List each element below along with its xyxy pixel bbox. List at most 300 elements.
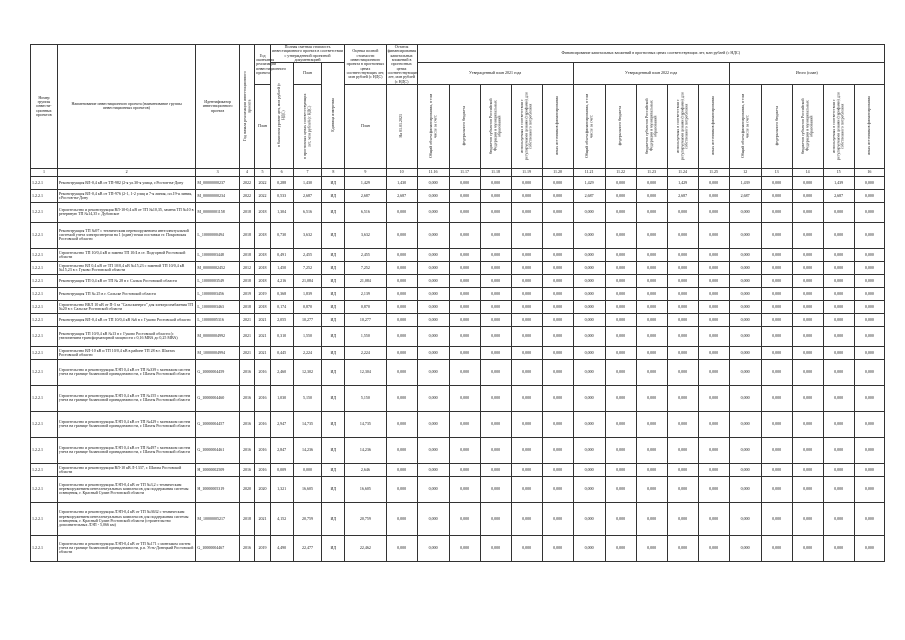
row-financing-value: 0,000: [823, 476, 854, 502]
row-cost-forecast: 22,477: [293, 535, 322, 561]
row-name: Строительство и реконструкция ЛЭП 0,4 кВ от ТП №429 с монтажом систем учета на границе балансовой принадлежности, г. Шахты Ростовской области: [57, 411, 196, 437]
row-financing-value: 0,000: [511, 502, 542, 535]
row-year-start: 2018: [239, 274, 255, 287]
row-financing-value: 0,000: [667, 463, 698, 476]
row-financing-value: 0,000: [573, 411, 605, 437]
row-financing-value: 0,000: [823, 274, 854, 287]
row-financing-value: 0,000: [480, 248, 511, 261]
row-number: 1.2.2.1: [31, 346, 58, 359]
row-financing-value: 0,000: [605, 274, 636, 287]
row-financing-value: 0,000: [823, 463, 854, 476]
column-number: 3: [196, 168, 239, 176]
row-financing-value: 0,000: [605, 346, 636, 359]
row-cost-base: 0,533: [270, 189, 293, 202]
row-financing-value: 0,000: [761, 346, 792, 359]
row-financing-value: 0,000: [761, 411, 792, 437]
row-remainder: 2,687: [386, 189, 417, 202]
row-financing-value: 0,000: [449, 437, 480, 463]
row-financing-value: 0,000: [573, 463, 605, 476]
row-cost-forecast: 16,605: [293, 476, 322, 502]
row-financing-value: 0,000: [761, 261, 792, 274]
row-financing-value: 0,000: [854, 385, 884, 411]
row-name: Строительство ВЛ 0,4 кВ от ТП 10/0,4 кВ №15,23 с заменой ТП 10/0,4 кВ №15,23 в г. Гуково Ростовской области: [57, 261, 196, 274]
row-cost-base: 2,947: [270, 411, 293, 437]
row-cost-forecast: 0,870: [293, 300, 322, 313]
row-year-start: 2021: [239, 326, 255, 346]
table-row: [31, 326, 885, 346]
row-financing-value: 0,000: [449, 326, 480, 346]
table-row: [31, 385, 885, 411]
row-financing-value: 0,000: [792, 287, 823, 300]
row-unit: ИД: [322, 248, 345, 261]
row-financing-value: 0,000: [605, 476, 636, 502]
row-financing-value: 0,000: [698, 346, 729, 359]
row-identifier: М_00000002452: [196, 261, 239, 274]
row-estimate: 0,870: [345, 300, 386, 313]
table-row: [31, 359, 885, 385]
row-financing-value: 0,000: [823, 437, 854, 463]
row-financing-value: 0,000: [792, 476, 823, 502]
row-year-start: 2016: [239, 411, 255, 437]
header-ident: Идентификатор инвестиционного проекта: [196, 45, 239, 169]
row-financing-value: 0,000: [667, 326, 698, 346]
column-number: 6: [270, 168, 293, 176]
row-cost-forecast: 1,430: [293, 176, 322, 189]
row-financing-value: 0,000: [542, 261, 573, 274]
row-unit: ИД: [322, 176, 345, 189]
row-financing-value: 0,000: [636, 476, 667, 502]
row-financing-value: 0,000: [854, 202, 884, 222]
row-number: 1.2.2.1: [31, 176, 58, 189]
row-cost-forecast: 5,150: [293, 385, 322, 411]
table-row: [31, 535, 885, 561]
row-year-end: 2022: [255, 176, 271, 189]
header-cost-plan: План: [293, 63, 322, 85]
row-unit: ИД: [322, 385, 345, 411]
row-year-start: 2016: [239, 385, 255, 411]
row-estimate: 3,632: [345, 222, 386, 248]
row-cost-base: 0,174: [270, 300, 293, 313]
table-row: [31, 261, 885, 274]
row-year-start: 2018: [239, 502, 255, 535]
row-financing-value: 0,000: [823, 502, 854, 535]
header-est-plan: План: [345, 84, 386, 168]
row-cost-base: 0,368: [270, 287, 293, 300]
row-financing-value: 0,000: [542, 502, 573, 535]
row-financing-value: 2,687: [667, 189, 698, 202]
row-financing-value: 0,000: [698, 261, 729, 274]
row-financing-value: 0,000: [823, 411, 854, 437]
row-unit: ИД: [322, 502, 345, 535]
row-unit: ИД: [322, 326, 345, 346]
row-financing-value: 0,000: [605, 385, 636, 411]
row-financing-value: 0,000: [573, 300, 605, 313]
row-financing-value: 0,000: [698, 437, 729, 463]
row-number: 1.2.2.1: [31, 313, 58, 326]
row-year-end: 2018: [255, 261, 271, 274]
row-remainder: 0,000: [386, 274, 417, 287]
column-number-row: [31, 168, 885, 176]
row-cost-base: 1,450: [270, 261, 293, 274]
row-financing-value: 0,000: [854, 189, 884, 202]
row-financing-value: 0,000: [792, 248, 823, 261]
row-year-start: 2021: [239, 346, 255, 359]
row-financing-value: 0,000: [823, 326, 854, 346]
row-remainder: 0,000: [386, 476, 417, 502]
row-financing-value: 0,000: [667, 437, 698, 463]
row-remainder: 0,000: [386, 463, 417, 476]
row-financing-value: 0,000: [511, 385, 542, 411]
row-financing-value: 0,000: [636, 411, 667, 437]
row-year-end: 2018: [255, 300, 271, 313]
row-financing-value: 0,000: [792, 274, 823, 287]
row-financing-value: 0,000: [480, 437, 511, 463]
row-financing-value: 0,000: [573, 476, 605, 502]
row-year-end: 2016: [255, 385, 271, 411]
header-sub-tariff: используемых в соответствии с регулируемыми ценами (тарифами) для собственного потребления: [511, 84, 542, 168]
row-financing-value: 0,000: [480, 222, 511, 248]
row-financing-value: 0,000: [636, 502, 667, 535]
row-financing-value: 0,000: [573, 346, 605, 359]
row-unit: ИД: [322, 463, 345, 476]
row-name: Строительство и реконструкция ЛЭП 0,4 кВ от ТП №155 с монтажом систем учета на границе балансовой принадлежности, г. Шахты Ростовской области: [57, 385, 196, 411]
investment-program-table: [30, 44, 885, 562]
row-financing-value: 0,000: [761, 359, 792, 385]
header-sub-other: иных источников финансирования: [698, 84, 729, 168]
row-financing-value: 0,000: [605, 463, 636, 476]
row-year-start: 2016: [239, 463, 255, 476]
row-financing-value: 0,000: [761, 463, 792, 476]
table-row: [31, 313, 885, 326]
row-financing-value: 0,000: [449, 261, 480, 274]
row-financing-value: 0,000: [573, 502, 605, 535]
row-financing-value: 0,000: [417, 502, 449, 535]
row-estimate: 2,455: [345, 248, 386, 261]
row-estimate: 7,252: [345, 261, 386, 274]
row-name: Реконструкция ВЛ-0,4 кВ от ТП 10/0,4 кВ №6 в г. Гуково Ростовской области: [57, 313, 196, 326]
row-number: 1.2.2.1: [31, 300, 58, 313]
header-cost-date: в прогнозных ценах соответствующих лет, млн рублей (с НДС): [293, 84, 322, 168]
row-financing-value: 0,000: [854, 437, 884, 463]
header-unit: Единица измерения: [322, 63, 345, 169]
row-cost-base: 1,030: [270, 385, 293, 411]
row-financing-value: 0,000: [511, 359, 542, 385]
row-financing-value: 0,000: [542, 346, 573, 359]
column-number: 11.20: [542, 168, 573, 176]
row-financing-value: 0,000: [605, 326, 636, 346]
column-number: 1: [31, 168, 58, 176]
row-financing-value: 1,439: [729, 176, 761, 189]
table-row: [31, 189, 885, 202]
row-financing-value: 0,000: [761, 502, 792, 535]
row-financing-value: 0,000: [449, 463, 480, 476]
row-financing-value: 0,000: [480, 287, 511, 300]
header-sub-federal: федерального бюджета: [761, 84, 792, 168]
row-financing-value: 0,000: [636, 189, 667, 202]
table-row: [31, 287, 885, 300]
row-name: Строительство и реконструкция ЛЭП-0,4 кВ от ТП №3632 с техническим перевооружением интеллектуальных комплексов для поддержания системы освещения, г. Красный Сулин Ростовской области (строительство дополнительных ЛЭП - 5,066 км): [57, 502, 196, 535]
row-financing-value: 0,000: [698, 502, 729, 535]
row-financing-value: 0,000: [729, 261, 761, 274]
row-financing-value: 0,000: [417, 287, 449, 300]
row-cost-base: 2,847: [270, 437, 293, 463]
row-financing-value: 0,000: [605, 248, 636, 261]
row-financing-value: 0,000: [480, 411, 511, 437]
row-year-end: 2019: [255, 287, 271, 300]
row-financing-value: 0,000: [511, 535, 542, 561]
row-financing-value: 0,000: [542, 274, 573, 287]
row-financing-value: 0,000: [698, 476, 729, 502]
header-sub-tariff: используемых в соответствии с регулируемыми ценами (тарифами) для собственного потребления: [823, 84, 854, 168]
row-identifier: М_00000000234: [196, 189, 239, 202]
row-financing-value: 0,000: [605, 535, 636, 561]
header-cost-price: в базисном уровне цен, млн рублей (с НДС): [270, 63, 293, 169]
row-financing-value: 0,000: [605, 502, 636, 535]
row-year-end: 2016: [255, 359, 271, 385]
row-financing-value: 0,000: [542, 222, 573, 248]
row-financing-value: 0,000: [854, 463, 884, 476]
row-cost-base: 4,216: [270, 274, 293, 287]
row-financing-value: 0,000: [698, 274, 729, 287]
row-cost-forecast: 0,000: [293, 463, 322, 476]
row-financing-value: 2,687: [729, 189, 761, 202]
row-financing-value: 0,000: [573, 437, 605, 463]
row-financing-value: 0,000: [573, 248, 605, 261]
row-financing-value: 0,000: [480, 300, 511, 313]
header-sub-regional: бюджетов субъектов Российской Федерации и муниципальных образований: [792, 84, 823, 168]
row-remainder: 0,000: [386, 437, 417, 463]
row-estimate: 1,429: [345, 176, 386, 189]
row-year-start: 2018: [239, 300, 255, 313]
row-financing-value: 0,000: [698, 535, 729, 561]
row-financing-value: 0,000: [698, 411, 729, 437]
row-name: Реконструкция ТП №97 с техническим перевооружением интеллектуальной системой учета электроэнергии на 1 (один) точки поставки ст. Покровская Ростовской области: [57, 222, 196, 248]
row-number: 1.2.2.1: [31, 261, 58, 274]
row-identifier: H_10000005319: [196, 476, 239, 502]
row-financing-value: 0,000: [511, 261, 542, 274]
row-financing-value: 0,000: [449, 385, 480, 411]
row-identifier: М_00000004992: [196, 326, 239, 346]
row-financing-value: 1,429: [573, 176, 605, 189]
row-estimate: 14,735: [345, 411, 386, 437]
row-financing-value: 0,000: [729, 463, 761, 476]
header-remain-sub: На 01.01.2021: [386, 84, 417, 168]
row-financing-value: 0,000: [605, 437, 636, 463]
row-cost-forecast: 7,252: [293, 261, 322, 274]
row-financing-value: 0,000: [542, 189, 573, 202]
row-financing-value: 0,000: [729, 385, 761, 411]
row-financing-value: 0,000: [698, 300, 729, 313]
row-estimate: 16,605: [345, 476, 386, 502]
row-financing-value: 0,000: [636, 261, 667, 274]
row-financing-value: 1,439: [823, 176, 854, 189]
row-cost-forecast: 12,302: [293, 359, 322, 385]
header-sub-other: иных источников финансирования: [542, 84, 573, 168]
row-financing-value: 0,000: [449, 476, 480, 502]
investment-program-table-sheet: [30, 44, 885, 562]
row-remainder: 0,000: [386, 202, 417, 222]
row-year-end: 2021: [255, 326, 271, 346]
row-financing-value: 0,000: [605, 222, 636, 248]
column-number: 13: [761, 168, 792, 176]
column-number: 7: [293, 168, 322, 176]
row-financing-value: 0,000: [854, 222, 884, 248]
row-name: Строительство и реконструкция ЛЭП 0,4 кВ от ТП №339 с монтажом систем учета на границе балансовой принадлежности, г. Шахты Ростовской области: [57, 359, 196, 385]
row-identifier: L_10000003549: [196, 274, 239, 287]
row-financing-value: 0,000: [792, 502, 823, 535]
row-financing-value: 0,000: [698, 313, 729, 326]
row-cost-forecast: 2,687: [293, 189, 322, 202]
row-financing-value: 0,000: [449, 176, 480, 189]
row-financing-value: 0,000: [667, 261, 698, 274]
row-estimate: 1,550: [345, 326, 386, 346]
row-cost-forecast: 6,516: [293, 202, 322, 222]
row-financing-value: 0,000: [573, 261, 605, 274]
header-remain-group: Остаток финансирования капитальных вложений в прогнозных ценах соответствующих лет, млн рублей (с НДС): [387, 44, 418, 84]
row-financing-value: 0,000: [823, 300, 854, 313]
row-financing-value: 0,000: [792, 346, 823, 359]
row-unit: ИД: [322, 411, 345, 437]
row-financing-value: 0,000: [854, 476, 884, 502]
row-financing-value: 0,000: [542, 176, 573, 189]
row-financing-value: 0,000: [636, 385, 667, 411]
row-cost-forecast: 14,236: [293, 437, 322, 463]
row-financing-value: 0,000: [854, 176, 884, 189]
row-financing-value: 0,000: [729, 535, 761, 561]
row-financing-value: 0,000: [480, 202, 511, 222]
row-name: Строительство ВЛ-10 кВ и ТП 10/0,4 кВ в районе ТП 28 в г. Шахтах Ростовской области: [57, 346, 196, 359]
row-estimate: 14,236: [345, 437, 386, 463]
row-number: 1.2.2.1: [31, 463, 58, 476]
row-remainder: 0,000: [386, 535, 417, 561]
row-unit: ИД: [322, 359, 345, 385]
column-number: 4: [239, 168, 255, 176]
header-fin-group: Финансирование капитальных вложений в прогнозных ценах соответствующих лет, млн рублей (с НДС): [417, 45, 884, 63]
row-financing-value: 0,000: [667, 300, 698, 313]
row-financing-value: 0,000: [417, 261, 449, 274]
row-financing-value: 0,000: [667, 222, 698, 248]
row-identifier: G_10000004461: [196, 437, 239, 463]
table-row: [31, 202, 885, 222]
row-year-end: 2021: [255, 346, 271, 359]
row-financing-value: 0,000: [792, 222, 823, 248]
row-remainder: 0,000: [386, 222, 417, 248]
table-row: [31, 274, 885, 287]
row-financing-value: 2,687: [573, 189, 605, 202]
column-number: 11.18: [480, 168, 511, 176]
row-financing-value: 0,000: [761, 222, 792, 248]
row-year-end: 2021: [255, 502, 271, 535]
row-financing-value: 0,000: [542, 202, 573, 222]
row-number: 1.2.2.1: [31, 535, 58, 561]
row-financing-value: 0,000: [823, 535, 854, 561]
row-financing-value: 0,000: [511, 287, 542, 300]
column-number: 8: [322, 168, 345, 176]
row-financing-value: 0,000: [823, 261, 854, 274]
row-financing-value: 0,000: [542, 248, 573, 261]
row-remainder: 0,000: [386, 248, 417, 261]
row-financing-value: 0,000: [667, 346, 698, 359]
row-name: Строительство и реконструкция ВЛ-10 кВ Л-1337, г. Шахты Ростовской области: [57, 463, 196, 476]
row-number: 1.2.2.1: [31, 385, 58, 411]
row-financing-value: 0,000: [636, 300, 667, 313]
row-number: 1.2.2.1: [31, 287, 58, 300]
row-financing-value: 0,000: [636, 202, 667, 222]
header-est-group: Оценка полной стоимости инвестиционного проекта в прогнозных ценах соответствующих лет, млн рублей (с НДС): [345, 45, 386, 85]
row-cost-forecast: 1,550: [293, 326, 322, 346]
row-financing-value: 0,000: [854, 274, 884, 287]
row-financing-value: 0,000: [792, 313, 823, 326]
row-year-start: 2012: [239, 261, 255, 274]
row-financing-value: 0,000: [417, 346, 449, 359]
row-financing-value: 0,000: [605, 261, 636, 274]
row-financing-value: 0,000: [729, 476, 761, 502]
row-financing-value: 0,000: [792, 202, 823, 222]
row-financing-value: 0,000: [698, 326, 729, 346]
row-financing-value: 0,000: [417, 222, 449, 248]
header-year-start: Год начала реализации инвестиционного проекта: [239, 45, 255, 169]
row-financing-value: 0,000: [542, 476, 573, 502]
row-financing-value: 0,000: [480, 313, 511, 326]
table-row: [31, 176, 885, 189]
row-financing-value: 0,000: [449, 300, 480, 313]
row-financing-value: 0,000: [761, 248, 792, 261]
row-financing-value: 0,000: [792, 411, 823, 437]
row-financing-value: 0,000: [449, 411, 480, 437]
row-financing-value: 0,000: [573, 385, 605, 411]
row-financing-value: 0,000: [605, 189, 636, 202]
row-cost-base: 0,009: [270, 463, 293, 476]
row-cost-base: 2,460: [270, 359, 293, 385]
row-financing-value: 0,000: [417, 385, 449, 411]
row-financing-value: 0,000: [542, 437, 573, 463]
row-name: Строительство ТП 10/0,4 кВ и замена ТП 10/4 в ст. Подгорной Ростовской области: [57, 248, 196, 261]
row-financing-value: 0,000: [729, 411, 761, 437]
row-estimate: 2,224: [345, 346, 386, 359]
row-financing-value: 0,000: [761, 385, 792, 411]
row-cost-base: 4,490: [270, 535, 293, 561]
row-financing-value: 0,000: [511, 437, 542, 463]
row-financing-value: 0,000: [542, 313, 573, 326]
row-cost-base: 0,491: [270, 248, 293, 261]
header-year-end: Год окончания реализации инвестиционного проекта: [255, 45, 271, 85]
row-financing-value: 0,000: [605, 359, 636, 385]
header-num: Номер группы инвести-ционных проектов: [31, 45, 58, 169]
row-remainder: 0,000: [386, 287, 417, 300]
row-financing-value: 0,000: [636, 346, 667, 359]
row-remainder: 0,000: [386, 385, 417, 411]
column-number: 11.21: [573, 168, 605, 176]
row-financing-value: 0,000: [449, 346, 480, 359]
row-financing-value: 0,000: [792, 437, 823, 463]
row-identifier: L_10000000494: [196, 222, 239, 248]
row-unit: ИД: [322, 274, 345, 287]
row-financing-value: 0,000: [417, 437, 449, 463]
row-unit: ИД: [322, 189, 345, 202]
row-financing-value: 0,000: [542, 326, 573, 346]
row-financing-value: 0,000: [636, 313, 667, 326]
table-row: [31, 346, 885, 359]
header-period-2021: Утвержденный план 2021 года: [417, 63, 573, 85]
row-unit: ИД: [322, 261, 345, 274]
row-financing-value: 0,000: [698, 248, 729, 261]
row-financing-value: 0,000: [636, 535, 667, 561]
row-financing-value: 0,000: [480, 346, 511, 359]
row-remainder: 1,430: [386, 176, 417, 189]
row-number: 1.2.2.1: [31, 222, 58, 248]
row-name: Строительство и реконструкция ЛЭП-0,4 кВ от ТП №171 с монтажом систем учета на границе балансовой принадлежности, р.п. Усть-Донецкий Ростовской области: [57, 535, 196, 561]
row-financing-value: 0,000: [573, 287, 605, 300]
